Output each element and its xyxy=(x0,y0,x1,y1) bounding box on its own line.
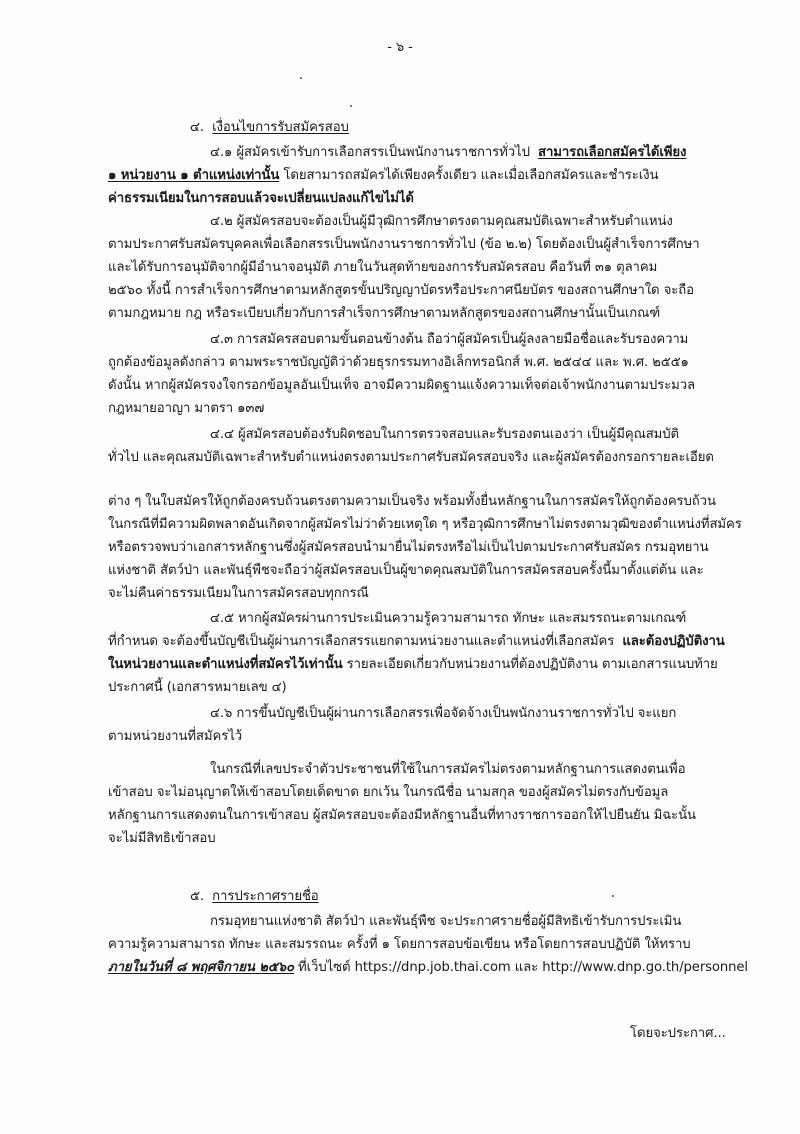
item-text: ที่กำหนด จะต้องขึ้นบัญชีเป็นผู้ผ่านการเลือกสรรแยกตามหน่วยงานและตำแหน่งที่เลือกสมัคร xyxy=(108,634,615,649)
continuation-text: โดยจะประกาศ... xyxy=(630,1026,726,1041)
item-4-5-line-1 xyxy=(210,609,686,629)
personnel-website-link[interactable]: http://www.dnp.go.th/personnel xyxy=(542,960,748,975)
item-4-4-line-5: หรือตรวจพบว่าเอกสารหลักฐานซึ่งผู้สมัครสอบนำมายื่นไม่ตรงหรือไม่เป็นไปตามประกาศรับสมัคร กรมอุทยาน xyxy=(108,540,709,555)
item-number: ๔.๖ xyxy=(210,706,233,721)
item-4-2-line-1 xyxy=(210,212,673,232)
item-text: ผู้สมัครเข้ารับการเลือกสรรเป็นพนักงานราชการทั่วไป xyxy=(236,145,530,160)
item-4-1-line-1 xyxy=(210,143,725,163)
announcement-date: ภายในวันที่ ๘ พฤศจิกายน ๒๕๖๐ xyxy=(108,960,294,975)
item-text: การสมัครสอบตามขั้นตอนข้างต้น ถือว่าผู้สมัครเป็นผู้ลงลายมือชื่อและรับรองความ xyxy=(236,332,689,347)
section-5-number: ๕. xyxy=(190,889,204,904)
item-4-3-line-2: ถูกต้องข้อมูลดังกล่าว ตามพระราชบัญญัติว่าด้วยธุรกรรมทางอิเล็กทรอนิกส์ พ.ศ. ๒๕๔๔ และ พ.ศ. ๒๕๕๑ xyxy=(108,355,689,370)
page-number: - ๖ - xyxy=(387,40,413,55)
section-4-title: เงื่อนไขการรับสมัครสอบ xyxy=(212,120,349,135)
item-text: โดยสามารถสมัครได้เพียงครั้งเดียว และเมื่อเลือกสมัครและชำระเงิน xyxy=(283,168,659,183)
item-4-4-line-4: ในกรณีที่มีความผิดพลาดอันเกิดจากผู้สมัครไม่ว่าด้วยเหตุใด ๆ หรือวุฒิการศึกษาไม่ตรงตามวุฒิของตำแหน่งที่สมัคร xyxy=(108,517,742,532)
section-5-heading xyxy=(190,887,319,907)
id-note-line-1: ในกรณีที่เลขประจำตัวประชาชนที่ใช้ในการสมัครไม่ตรงตามหลักฐานการแสดงตนเพื่อ xyxy=(210,762,686,777)
item-4-5-line-3 xyxy=(108,655,718,675)
item-4-5-line-4: ประกาศนี้ (เอกสารหมายเลข ๔) xyxy=(108,680,287,695)
section-5-line-1: กรมอุทยานแห่งชาติ สัตว์ป่า และพันธุ์พืช จะประกาศรายชื่อผู้มีสิทธิเข้ารับการประเมิน xyxy=(210,914,682,929)
item-number: ๔.๔ xyxy=(210,427,234,442)
item-4-5-line-2 xyxy=(108,632,725,652)
emphasis-text: ในหน่วยงานและตำแหน่งที่สมัครไว้เท่านั้น xyxy=(108,657,343,672)
item-4-3-line-3: ดังนั้น หากผู้สมัครจงใจกรอกข้อมูลอันเป็นเท็จ อาจมีความผิดฐานแจ้งความเท็จต่อเจ้าพนักงานตามประมวล xyxy=(108,378,695,393)
section-4-number: ๔. xyxy=(190,120,204,135)
scan-speck xyxy=(300,77,302,79)
scan-speck xyxy=(350,105,352,107)
id-note-line-3: หลักฐานการแสดงตนในการเข้าสอบ ผู้สมัครสอบจะต้องมีหลักฐานอื่นที่ทางราชการออกให้ไปยืนยัน มิฉะนั้น xyxy=(108,808,696,823)
item-4-6-line-2: ตามหน่วยงานที่สมัครไว้ xyxy=(108,729,243,744)
item-4-3-line-4: กฎหมายอาญา มาตรา ๑๓๗ xyxy=(108,401,265,416)
scan-speck xyxy=(612,895,614,897)
item-4-4-line-1 xyxy=(210,425,679,445)
item-4-1-line-3: ค่าธรรมเนียมในการสอบแล้วจะเปลี่ยนแปลงแก้ไขไม่ได้ xyxy=(108,191,414,206)
item-4-3-line-1 xyxy=(210,330,688,350)
item-text: รายละเอียดเกี่ยวกับหน่วยงานที่ต้องปฏิบัติงาน ตามเอกสารแนบท้าย xyxy=(346,657,718,672)
item-4-4-line-3: ต่าง ๆ ในใบสมัครให้ถูกต้องครบถ้วนตรงตามความเป็นจริง พร้อมทั้งยื่นหลักฐานในการสมัครให้ถูกต้องครบถ้วน xyxy=(108,494,716,509)
id-note-line-4: จะไม่มีสิทธิเข้าสอบ xyxy=(108,831,216,846)
item-text: การขึ้นบัญชีเป็นผู้ผ่านการเลือกสรรเพื่อจัดจ้างเป็นพนักงานราชการทั่วไป จะแยก xyxy=(236,706,677,721)
item-4-6-line-1 xyxy=(210,704,676,724)
section-4-heading xyxy=(190,118,349,138)
item-4-2-line-5: ตามกฎหมาย กฎ หรือระเบียบเกี่ยวกับการสำเร็จการศึกษาตามหลักสูตรของสถานศึกษานั้นเป็นเกณฑ์ xyxy=(108,306,661,321)
item-4-2-line-2: ตามประกาศรับสมัครบุคคลเพื่อเลือกสรรเป็นพนักงานราชการทั่วไป (ข้อ ๒.๒) โดยต้องเป็นผู้สำเร็จการศึกษา xyxy=(108,237,700,252)
item-number: ๔.๒ xyxy=(210,214,233,229)
item-text: หากผู้สมัครผ่านการประเมินความรู้ความสามารถ ทักษะ และสมรรถนะตามเกณฑ์ xyxy=(237,611,687,626)
item-text: ผู้สมัครสอบต้องรับผิดชอบในการตรวจสอบและรับรองตนเองว่า เป็นผู้มีคุณสมบัติ xyxy=(237,427,679,442)
section-5-line-2: ความรู้ความสามารถ ทักษะ และสมรรถนะ ครั้งที่ ๑ โดยการสอบข้อเขียน หรือโดยการสอบปฏิบัติ ให้ทราบ xyxy=(108,937,691,952)
job-website-link[interactable]: https://dnp.job.thai.com xyxy=(354,960,511,975)
item-number: ๔.๑ xyxy=(210,145,233,160)
section-5-line-3 xyxy=(108,958,748,978)
item-4-2-line-3: และได้รับการอนุมัติจากผู้มีอำนาจอนุมัติ ภายในวันสุดท้ายของการรับสมัครสอบ คือวันที่ ๓๑ ตุลาคม xyxy=(108,260,658,275)
item-4-4-line-2: ทั่วไป และคุณสมบัติเฉพาะสำหรับตำแหน่งตรงตามประกาศรับสมัครสอบจริง และผู้สมัครต้องกรอกรายละเอียด xyxy=(108,450,714,465)
emphasis-text: สามารถเลือกสมัครได้เพียง xyxy=(538,145,687,160)
emphasis-text: และต้องปฏิบัติงาน xyxy=(622,634,725,649)
item-4-4-line-7: จะไม่คืนค่าธรรมเนียมในการสมัครสอบทุกกรณี xyxy=(108,586,369,601)
item-text: ผู้สมัครสอบจะต้องเป็นผู้มีวุฒิการศึกษาตรงตามคุณสมบัติเฉพาะสำหรับตำแหน่ง xyxy=(236,214,673,229)
item-number: ๔.๓ xyxy=(210,332,233,347)
item-text: ที่เว็บไซต์ xyxy=(298,960,351,975)
item-number: ๔.๕ xyxy=(210,611,234,626)
item-4-2-line-4: ๒๕๖๐ ทั้งนี้ การสำเร็จการศึกษาตามหลักสูตรขั้นปริญญาบัตรหรือประกาศนียบัตร ของสถานศึกษาใด จะถือ xyxy=(108,283,694,298)
item-text: และ xyxy=(514,960,539,975)
item-4-1-line-2 xyxy=(108,166,658,186)
section-5-title: การประกาศรายชื่อ xyxy=(212,889,319,904)
item-4-4-line-6: แห่งชาติ สัตว์ป่า และพันธุ์พืชจะถือว่าผู้สมัครสอบเป็นผู้ขาดคุณสมบัติในการสมัครสอบครั้งนี้มาตั้งแต่ต้น และ xyxy=(108,563,704,578)
emphasis-text: ๑ หน่วยงาน ๑ ตำแหน่งเท่านั้น xyxy=(108,168,280,183)
id-note-line-2: เข้าสอบ จะไม่อนุญาตให้เข้าสอบโดยเด็ดขาด ยกเว้น ในกรณีชื่อ นามสกุล ของผู้สมัครไม่ตรงกับข้อมูล xyxy=(108,785,669,800)
